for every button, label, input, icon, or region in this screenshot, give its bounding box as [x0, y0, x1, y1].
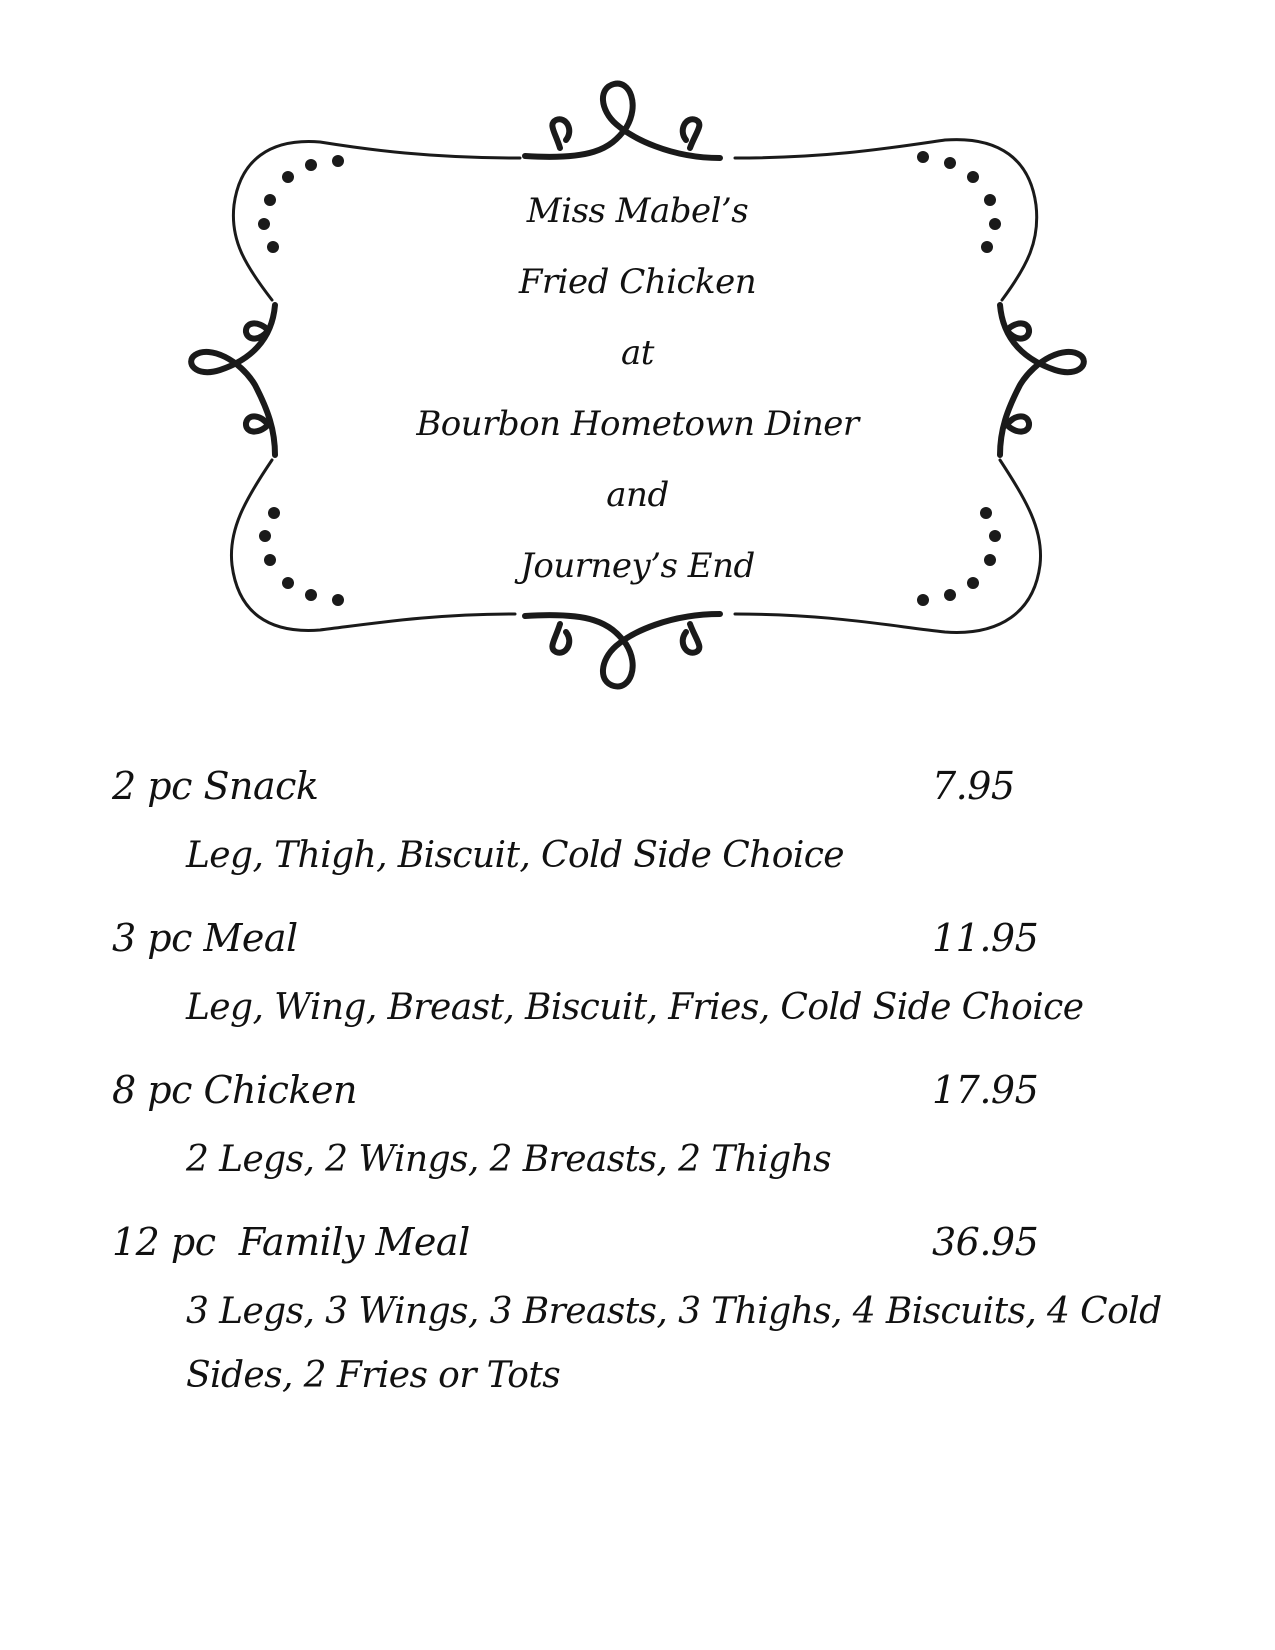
restaurant-title: [400, 176, 875, 602]
menu-item: [112, 900, 1212, 1052]
menu-item: [112, 1204, 1212, 1408]
menu-item: [112, 748, 1212, 900]
menu-item-price: 11.95: [932, 916, 1039, 960]
title-line-dish: Fried Chicken: [518, 262, 757, 302]
menu-item-name: 8 pc Chicken: [112, 1068, 357, 1112]
title-line-at: at: [621, 333, 654, 373]
menu-item-description: 2 Legs, 2 Wings, 2 Breasts, 2 Thighs: [186, 1139, 832, 1180]
title-line-venue-one: Bourbon Hometown Diner: [416, 404, 859, 444]
menu-item-description: Leg, Thigh, Biscuit, Cold Side Choice: [186, 835, 845, 876]
ornamental-frame: [0, 0, 1275, 720]
title-line-and: and: [606, 475, 669, 515]
menu-item-description: 3 Legs, 3 Wings, 3 Breasts, 3 Thighs, 4 Biscuits, 4 Cold Sides, 2 Fries or Tots: [186, 1291, 1162, 1396]
menu-item-description: Leg, Wing, Breast, Biscuit, Fries, Cold Side Choice: [186, 987, 1084, 1028]
menu-item-name: 3 pc Meal: [112, 916, 298, 960]
title-line-venue-two: Journey’s End: [520, 546, 755, 586]
menu-item-price: 17.95: [932, 1068, 1039, 1112]
menu-item-name: 2 pc Snack: [112, 764, 319, 808]
menu-item-price: 36.95: [932, 1220, 1039, 1264]
menu-item-name: 12 pc Family Meal: [112, 1220, 470, 1264]
menu-list: [112, 748, 1212, 1408]
menu-item-price: 7.95: [932, 764, 1015, 808]
title-line-name: Miss Mabel’s: [526, 191, 749, 231]
menu-item: [112, 1052, 1212, 1204]
